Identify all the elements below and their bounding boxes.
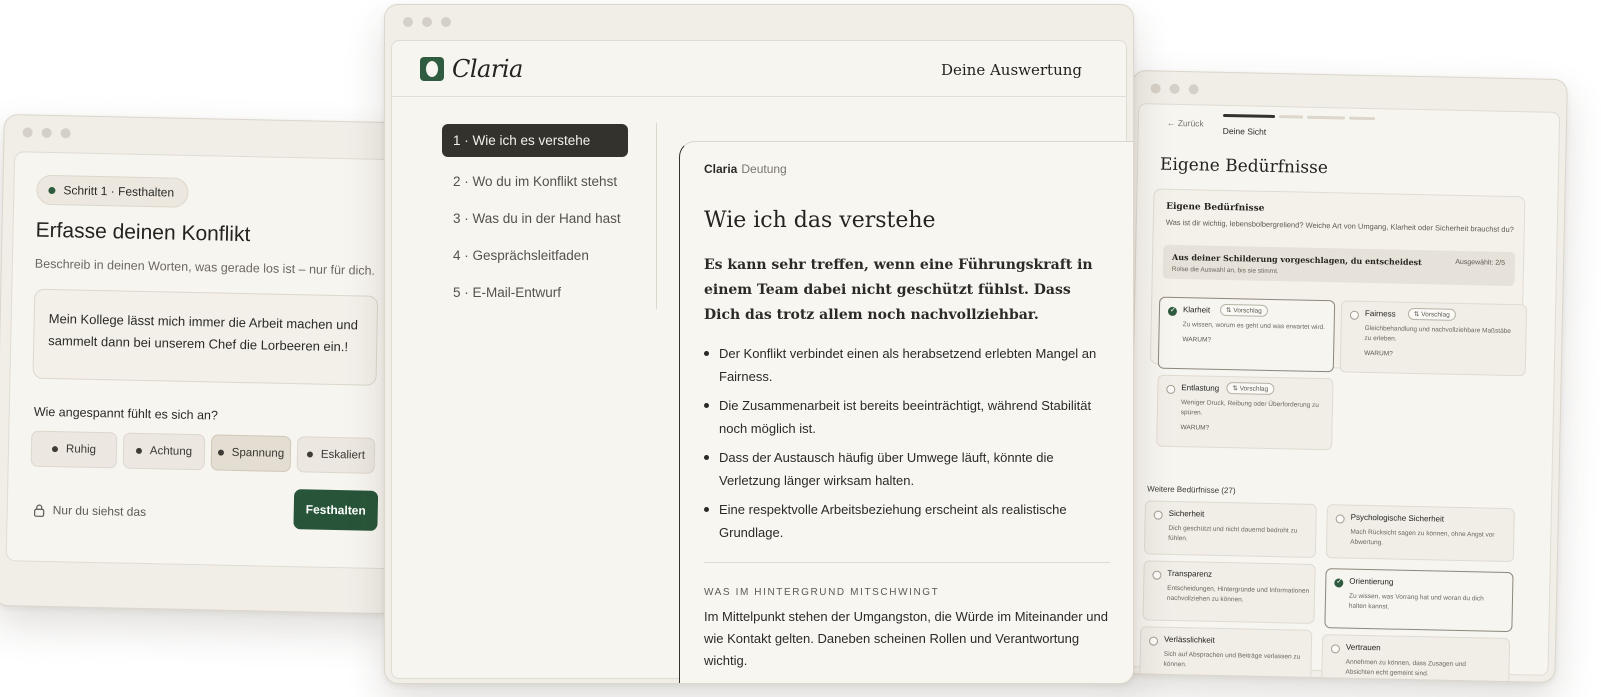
- need-card-vertrauen[interactable]: Vertrauen Annehmen zu können, dass Zusagen und Absichten echt gemeint sind.: [1321, 634, 1510, 683]
- need-card-transparenz[interactable]: Transparenz Entscheidungen, Hintergründe und Informationen nachvollziehen zu können.: [1142, 560, 1315, 624]
- background-title: WAS IM HINTERGRUND MITSCHWINGT: [704, 587, 940, 598]
- divider: [704, 562, 1110, 563]
- radio-icon: [1350, 311, 1359, 320]
- tension-option-achtung[interactable]: Achtung: [123, 433, 206, 471]
- radio-icon: [1154, 511, 1163, 520]
- nav-item-handlungsspielraum[interactable]: 3 · Was du in der Hand hast: [453, 211, 621, 226]
- need-card-sicherheit[interactable]: Sicherheit Dich geschützt und nicht dauernd bedroht zu fühlen.: [1144, 500, 1317, 558]
- need-card-entlastung[interactable]: Entlastung ⇅ Vorschlag Weniger Druck, Reibung oder Überforderung zu spüren. WARUM?: [1156, 375, 1333, 451]
- progress-segment: [1349, 117, 1375, 121]
- needs-panel: [1126, 103, 1560, 676]
- list-item: Die Zusammenarbeit ist bereits beeinträchtigt, während Stabilität noch möglich ist.: [704, 394, 1104, 440]
- radio-icon: [1336, 514, 1345, 523]
- need-card-verlaesslichkeit[interactable]: Verlässlichkeit Sich auf Absprachen und Beiträge verlassen zu können.: [1139, 626, 1312, 682]
- checkbox-checked-icon: [1334, 578, 1343, 587]
- nav-item-email-entwurf[interactable]: 5 · E-Mail-Entwurf: [453, 285, 562, 300]
- need-card-psychologische-sicherheit[interactable]: Psychologische Sicherheit Mach Rücksicht sagen zu können, ohne Angst vor Abwertung.: [1326, 504, 1515, 562]
- nav-item-gespraechsleitfaden[interactable]: 4 · Gesprächsleitfaden: [453, 248, 589, 263]
- app-header: [392, 41, 1126, 97]
- radio-icon: [1331, 644, 1340, 653]
- more-needs-heading: Weitere Bedürfnisse (27): [1147, 484, 1236, 496]
- need-card-orientierung[interactable]: ✓ Orientierung Zu wissen, was Vorrang hat und woran du dich halten kannst.: [1324, 568, 1513, 632]
- needs-window: [1119, 70, 1568, 683]
- page-subtitle: Beschreib in deinen Worten, was gerade los ist – nur für dich.: [34, 256, 376, 278]
- window-controls: [23, 127, 71, 138]
- why-link[interactable]: WARUM?: [1182, 336, 1212, 344]
- tension-question: Wie angespannt fühlt es sich an?: [33, 404, 219, 423]
- card-title: Eigene Bedürfnisse: [1166, 201, 1265, 214]
- page-title: Eigene Bedürfnisse: [1159, 154, 1329, 179]
- tension-option-eskaliert[interactable]: Eskaliert: [297, 436, 376, 474]
- radio-icon: [1152, 571, 1161, 580]
- back-link[interactable]: ← Zurück: [1166, 117, 1204, 129]
- window-controls: [403, 17, 451, 27]
- conflict-textarea[interactable]: Mein Kollege lässt mich immer die Arbeit machen und sammelt dann bei unserem Chef die Lorbeeren ein.!: [32, 289, 378, 386]
- progress-segment: [1279, 115, 1303, 119]
- privacy-note: Nur du siehst das: [34, 503, 147, 519]
- card-subtitle: Was ist dir wichtig, lebensbolbergreliend? Weiche Art von Umgang, Klarheit oder Sicherheit brauchst du?: [1165, 217, 1514, 235]
- progress-segment: [1307, 116, 1345, 120]
- nav-item-position[interactable]: 2 · Wo du im Konflikt stehst: [453, 174, 618, 189]
- dot-icon: [307, 451, 313, 457]
- selection-count: Ausgewählt: 2/5: [1455, 258, 1506, 267]
- insight-list: [704, 342, 1104, 550]
- checkbox-checked-icon: [1168, 307, 1177, 316]
- suggestion-banner: Aus deiner Schilderung vorgeschlagen, du entscheidest Rolse die Auswahl an, bis sie stimmt. Ausgewählt: 2/5: [1163, 245, 1516, 286]
- step-badge: [36, 175, 188, 208]
- evaluation-window: [384, 4, 1134, 684]
- dot-icon: [218, 450, 224, 456]
- nav-item-verstehe[interactable]: 1 · Wie ich es verstehe: [442, 124, 628, 157]
- why-link[interactable]: WARUM?: [1364, 349, 1393, 358]
- tension-option-spannung[interactable]: Spannung: [211, 434, 292, 472]
- dot-icon: [52, 446, 58, 452]
- interpretation-card: [679, 141, 1134, 683]
- card-heading: Wie ich das verstehe: [704, 208, 936, 233]
- radio-icon: [1166, 385, 1175, 394]
- why-link[interactable]: WARUM?: [1180, 424, 1210, 432]
- list-item: Eine respektvolle Arbeitsbeziehung erscheint als realistische Grundlage.: [704, 498, 1104, 544]
- window-controls: [1151, 83, 1199, 94]
- festhalten-button[interactable]: Festhalten: [293, 489, 378, 531]
- status-dot-icon: [48, 186, 55, 193]
- need-card-fairness[interactable]: Fairness ⇅ Vorschlag Gleichbehandlung und nachvollziehbare Maßstäbe zu erleben. WARUM?: [1340, 300, 1527, 376]
- need-card-klarheit[interactable]: ✓ Klarheit ⇅ Vorschlag Zu wissen, worum es geht und was erwartet wird. WARUM?: [1158, 297, 1335, 373]
- lock-icon: [34, 503, 45, 516]
- logo-icon: [420, 57, 444, 81]
- page-title: Erfasse deinen Konflikt: [35, 218, 251, 247]
- header-title: Deine Auswertung: [940, 61, 1082, 79]
- capture-panel: [6, 151, 404, 569]
- dot-icon: [136, 448, 142, 454]
- tension-option-ruhig[interactable]: Ruhig: [31, 431, 118, 469]
- divider: [656, 123, 657, 309]
- step-label: Schritt 1 · Festhalten: [63, 183, 175, 200]
- tab-deine-sicht[interactable]: Deine Sicht: [1222, 125, 1267, 137]
- suggestion-badge: ⇅ Vorschlag: [1220, 304, 1268, 317]
- background-text: Im Mittelpunkt stehen der Umgangston, die Würde im Miteinander und wie Kontakt gelten. Daneben scheinen Rollen und Verantwortung wichtig.: [704, 609, 1108, 668]
- suggestion-badge: ⇅ Vorschlag: [1226, 382, 1274, 395]
- progress-segment-active: [1223, 114, 1275, 118]
- capture-window: [0, 114, 404, 614]
- list-item: Der Konflikt verbindet einen als herabsetzend erlebten Mangel an Fairness.: [704, 342, 1104, 388]
- claria-logo[interactable]: Claria: [420, 55, 523, 83]
- list-item: Dass der Austausch häufig über Umwege läuft, könnte die Verletzung länger wirksam halten.: [704, 446, 1104, 492]
- radio-icon: [1149, 636, 1158, 645]
- evaluation-panel: [391, 40, 1127, 679]
- card-lead: Es kann sehr treffen, wenn eine Führungskraft in einem Team dabei nicht geschützt fühlst. Dass Dich das trotz allem noch nachvollziehbar.: [704, 257, 1093, 323]
- suggestion-badge: ⇅ Vorschlag: [1408, 308, 1456, 321]
- card-tag: Claria Deutung: [704, 162, 787, 176]
